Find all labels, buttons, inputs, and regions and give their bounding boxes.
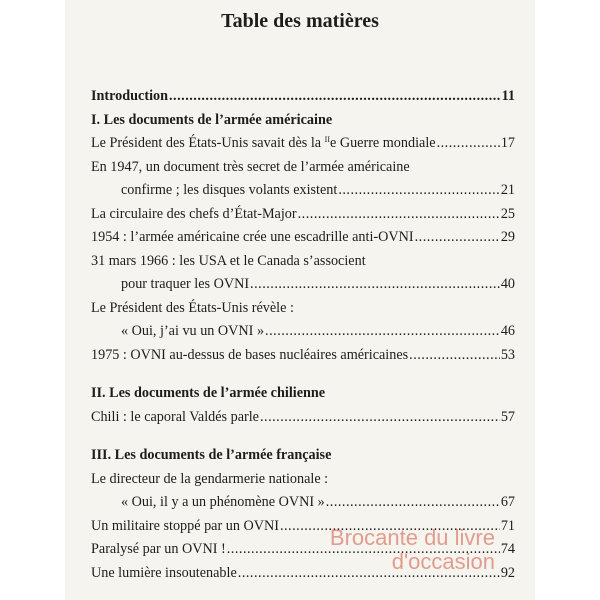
toc-entry-text: La circulaire des chefs d’État-Major [91,205,297,222]
toc-page-number: 25 [500,205,515,222]
toc-entry-text: Un militaire stoppé par un OVNI [91,517,279,534]
toc-page-number: 74 [500,541,515,557]
section-heading-1 [91,112,515,136]
toc-entry [91,347,515,371]
toc-leader-dots [415,229,500,246]
toc-entry-text: « Oui, j’ai vu un OVNI » [121,323,265,339]
toc-entry [91,518,515,542]
toc-entry-line [91,253,515,277]
section-heading-text: III. Les documents de l’armée française [91,447,332,463]
toc-page-number: 40 [500,276,515,292]
toc-entry-text: « Oui, il y a un phénomène OVNI » [121,494,325,510]
section-heading-3 [91,447,515,471]
toc-entry-text: Le Président des États-Unis révèle : [91,299,294,316]
toc-page-number: 57 [500,408,515,425]
toc-leader-dots [338,182,499,199]
section-heading-text: II. Les documents de l’armée chilienne [91,385,326,401]
toc-entry-line [91,300,515,324]
toc-page-number: 67 [500,494,515,510]
toc-entry-text: pour traquer les OVNI [121,276,250,292]
toc-entry-text: confirme ; les disques volants existent [121,182,338,198]
toc-entry-text: Chili : le caporal Valdés parle [91,408,259,425]
section-spacer [91,432,515,447]
watermark-line: d'occasion [391,549,495,574]
toc-leader-dots [409,347,500,364]
toc-page-number: 29 [500,229,515,245]
toc-entry-introduction [91,88,515,112]
toc-page-number: 21 [500,182,515,198]
section-heading-text: I. Les documents de l’armée américaine [91,111,333,128]
toc-entry-text: Une lumière insoutenable [91,564,237,581]
toc-entry-text: Le directeur de la gendarmerie nationale : [91,470,329,487]
toc-entry-text: 31 mars 1966 : les USA et le Canada s’associent [91,252,366,269]
toc-entry-text: Paralysé par un OVNI ! [91,541,226,557]
toc-entry [91,409,515,433]
toc-entry-text: 1975 : OVNI au-dessus de bases nucléaires américaines [91,346,409,363]
toc-entry [91,135,515,159]
toc-entry-line [91,471,515,495]
book-page [65,0,535,600]
toc-leader-dots [250,276,500,293]
toc-entry-line [91,159,515,183]
toc-entry-text: 1954 : l’armée américaine crée une escadrille anti-OVNI [91,229,414,245]
toc-entry-text: Introduction [91,88,168,104]
toc-page-number: 11 [501,88,515,104]
superscript: II [324,135,330,144]
toc-leader-dots [326,494,500,511]
toc-page-number: 53 [500,346,515,363]
toc-entry [91,565,515,589]
toc-page-number: 92 [500,564,515,581]
toc-leader-dots [238,565,500,582]
toc-page-number: 46 [500,323,515,339]
toc-entry [91,206,515,230]
toc-leader-dots [437,135,500,152]
toc-entry [91,182,515,206]
toc-leader-dots [227,541,500,558]
toc-page-number: 71 [500,517,515,534]
section-spacer [91,370,515,385]
toc-entry [91,276,515,300]
section-heading-2 [91,385,515,409]
toc-leader-dots [280,518,500,535]
toc-entry [91,541,515,565]
toc-entry [91,494,515,518]
toc-leader-dots [260,409,500,426]
page-title: Table des matières [221,10,379,32]
toc-page-number: 17 [500,135,515,151]
toc-entry [91,229,515,253]
toc-leader-dots [265,323,500,340]
toc-entry [91,323,515,347]
table-of-contents [91,88,515,588]
watermark-line: Brocante du livre [329,525,495,550]
toc-entry-text: En 1947, un document très secret de l’armée américaine [91,158,410,175]
toc-entry-text: Le Président des États-Unis savait dès la $^{II}$e Guerre mondiale [91,135,436,151]
toc-leader-dots [298,206,500,223]
toc-leader-dots [169,88,501,105]
